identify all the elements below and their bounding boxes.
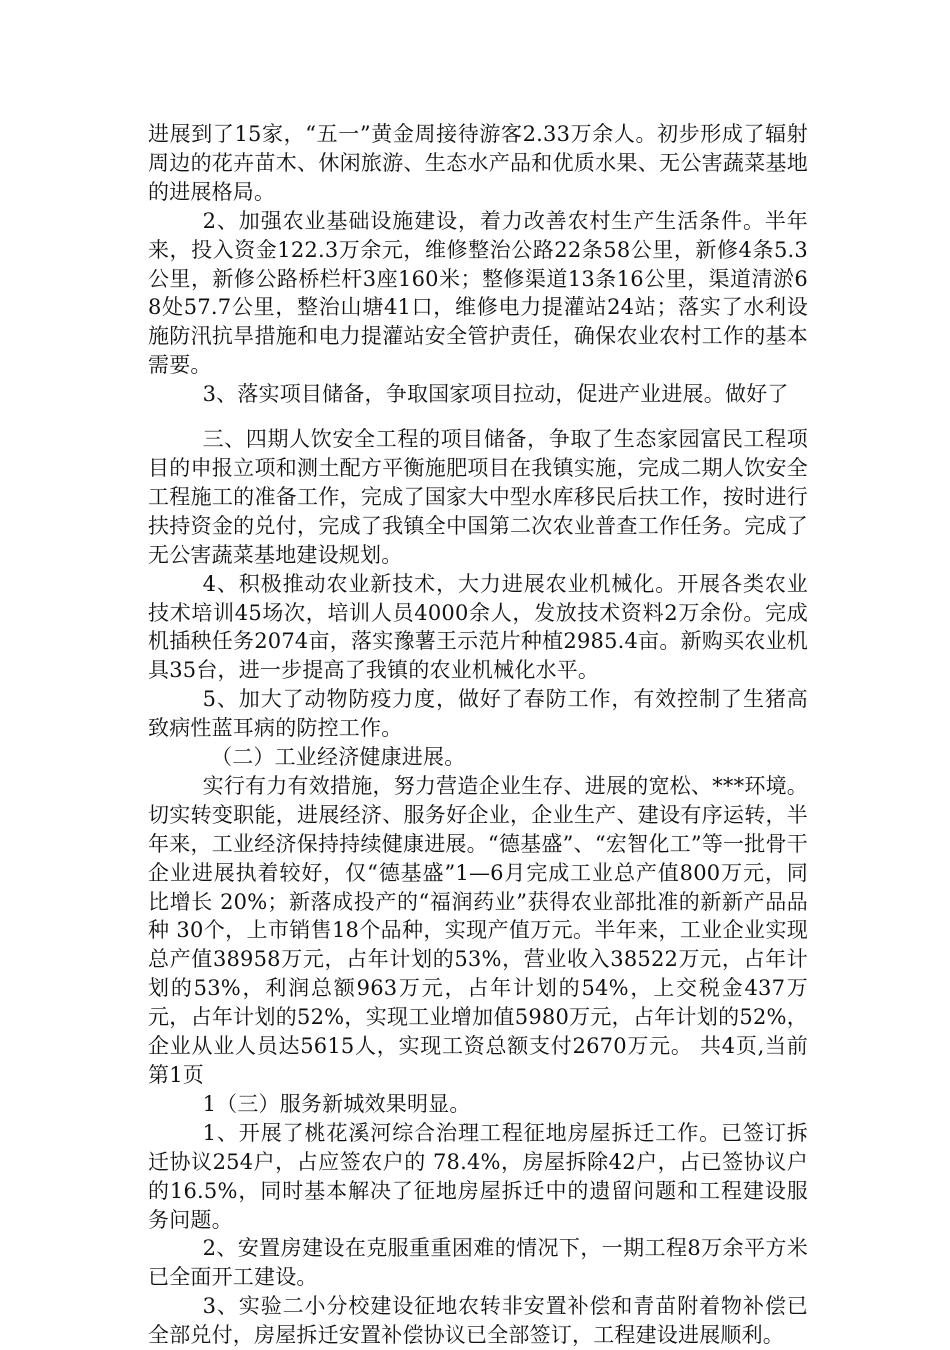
paragraph-4: 三、四期人饮安全工程的项目储备，争取了生态家园富民工程项目的申报立项和测土配方平衡施肥项目在我镇实施，完成二期人饮安全工程施工的准备工作，完成了国家大中型水库移民后扶工作，按时进行扶持资金的兑付，完成了我镇全中国第二次农业普查工作任务。完成了无公害蔬菜基地建设规划。 — [148, 427, 808, 567]
paragraph-1: 进展到了15家，“五一”黄金周接待游客2.33万余人。初步形成了辐射周边的花卉苗木、休闲旅游、生态水产品和优质水果、无公害蔬菜基地的进展格局。 — [148, 122, 808, 204]
paragraph-industry: 实行有力有效措施，努力营造企业生存、进展的宽松、***环境。切实转变职能，进展经济、服务好企业，企业生产、建设有序运转，半年来，工业经济保持持续健康进展。“德基盛”、“宏智化工”等一批骨干企业进展执着较好，仅“德基盛”1—6月完成工业总产值800万元，同比增长 20%；新落成投产的“福润药业”获得农业部批准的新新产品品种 30个，上市销售18个品种，实现产值万元。半年来，工业企业实现总产值38958万元，占年计划的53%，营业收入38522万元，占年计划的53%，利润总额963万元，占年计划的54%，上交税金437万元，占年计划的52%，实现工业增加值5980万元，占年计划的52%，企业从业人员达5615人，实现工资总额支付2670万元。 共4页,当前第1页 — [148, 773, 808, 1087]
paragraph-3: 3、落实项目储备，争取国家项目拉动，促进产业进展。做好了 — [202, 382, 789, 407]
document-body — [148, 120, 808, 1350]
section-heading-newcity: 1（三）服务新城效果明显。 — [202, 1091, 471, 1116]
paragraph-housing: 2、安置房建设在克服重重困难的情况下，一期工程8万余平方米已全面开工建设。 — [148, 1236, 808, 1290]
paragraph-6: 5、加大了动物防疫力度，做好了春防工作，有效控制了生猪高致病性蓝耳病的防控工作。 — [148, 687, 808, 741]
section-heading-industry: （二）工业经济健康进展。 — [211, 745, 466, 770]
paragraph-5: 4、积极推动农业新技术，大力进展农业机械化。开展各类农业技术培训45场次，培训人员4000余人，发放技术资料2万余份。完成机插秧任务2074亩，落实豫薯王示范片种植2985.4亩。新购买农业机具35台，进一步提高了我镇的农业机械化水平。 — [148, 571, 808, 683]
paragraph-demolition: 1、开展了桃花溪河综合治理工程征地房屋拆迁工作。已签订拆迁协议254户，占应签农户的 78.4%，房屋拆除42户，占已签协议户的16.5%，同时基本解决了征地房屋拆迁中的遗留问题和工程建设服务问题。 — [148, 1120, 808, 1232]
paragraph-school: 3、实验二小分校建设征地农转非安置补偿和青苗附着物补偿已全部兑付，房屋拆迁安置补偿协议已全部签订，工程建设进展顺利。 — [148, 1294, 808, 1348]
paragraph-2: 2、加强农业基础设施建设，着力改善农村生产生活条件。半年来，投入资金122.3万余元，维修整治公路22条58公里，新修4条5.3公里，新修公路桥栏杆3座160米；整修渠道13条16公里，渠道清淤68处57.7公里，整治山塘41口，维修电力提灌站24站；落实了水利设施防汛抗旱措施和电力提灌站安全管护责任，确保农业农村工作的基本需要。 — [148, 208, 808, 378]
